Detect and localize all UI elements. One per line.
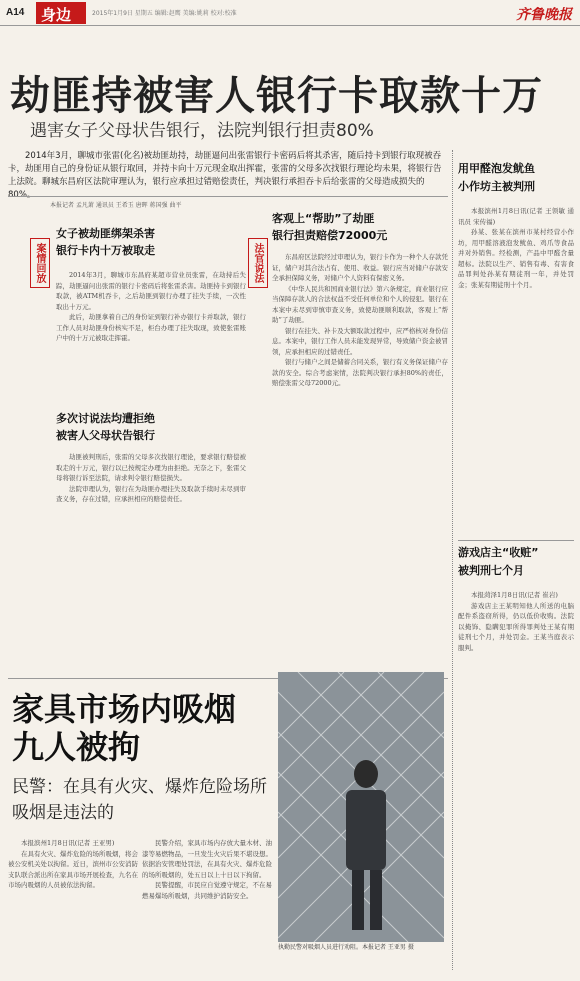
col2-headline: 客观上“帮助”了劫匪 银行担责赔偿72000元: [272, 212, 388, 242]
side1-body: 本报滨州1月8日讯(记者 王领敏 通讯员 宋传福) 孙某、张某在滨州市某村经营小作坊，用甲醛溶液泡发鱿鱼、鸡爪等食品并对外销售。经检测，产品中甲醛含量超标。法院以生产、销售有毒、有害食品罪判处孙某有期徒刑一年，并处罚金；张某有期徒刑十个月。: [458, 207, 574, 289]
col1-body-2: 劫匪被判刑后，张雷的父母多次找银行理论，要求银行赔偿被取走的十万元，银行以已按规定办理为由拒绝。无奈之下，张雷父母将银行诉至法院，请求判令银行赔偿损失。 法院审理认为，银行在为劫匪办理挂失及取款手续时未尽到审查义务，存在过错，应承担相应的赔偿责任。: [56, 453, 246, 503]
byline: 本报记者 孟凡萧 通讯员 王希玉 唐晖 蒋国强 曲平: [50, 202, 182, 209]
lead-paragraph: 2014年3月，聊城市张雷(化名)被劫匪劫持，劫匪逼问出张雷银行卡密码后将其杀害，随后持卡到银行取现被吞卡，劫匪用自己的身份证从银行取回，并持卡向十万元现金取出挥霍，张雷的父母多次找银行理论均未果，将银行告上法院。聊城东昌府区法院审理认为，银行应承担过错赔偿责任，判决银行承担吞卡后给张雷的父母造成损失的80%。: [8, 151, 442, 200]
block2-body-2: 民警介绍，家具市场内存放大量木材、油漆等易燃物品，一旦发生火灾后果不堪设想。依据治安管理处罚法，在具有火灾、爆炸危险的场所吸烟的，处五日以上十日以下拘留。 民警提醒，市民应自觉遵守规定，不在易燃易爆场所吸烟，共同维护消防安全。: [142, 839, 272, 900]
side-divider: [458, 540, 574, 541]
headline: 劫匪持被害人银行卡取款十万: [10, 73, 543, 119]
newspaper-logo: 齐鲁晚报: [516, 7, 572, 23]
side1-headline: 用甲醛泡发鱿鱼 小作坊主被判刑: [458, 162, 535, 193]
photo-caption: 执勤民警对吸烟人员进行劝阻。本报记者 王亚男 摄: [278, 944, 414, 951]
tab-judge: 法官说法: [248, 238, 268, 288]
divider: [8, 196, 448, 197]
header-meta: 2015年1月9日 星期五 编辑:赵鹰 美编:姚莉 校对:校准: [92, 10, 237, 17]
block2-headline: 家具市场内吸烟 九人被拘: [12, 690, 237, 766]
side2-headline: 游戏店主“收赃” 被判刑七个月: [458, 546, 539, 577]
tab-case: 案情回放: [30, 238, 50, 288]
section-label: 身边: [36, 2, 86, 24]
block2-body-1: 本报滨州1月8日讯(记者 王亚男) 在具有火灾、爆炸危险的场所吸烟，将会被公安机关处以拘留。近日，滨州市公安消防支队联合派出所在家具市场开展检查，九名在市场内吸烟的人员被依法拘留。: [8, 839, 138, 889]
col1-headline: 女子被劫匪绑架杀害 银行卡内十万被取走: [56, 227, 155, 257]
col1-body: 2014年3月，聊城市东昌府某超市营业员张雷，在劫持后失踪，劫匪逼问出张雷的银行卡密码后将张雷杀害。劫匪持卡到银行取款，被ATM机吞卡，之后劫匪到银行办理了挂失手续，一次性取出十万元。 此后，劫匪拿着自己的身份证到银行补办银行卡并取款，银行工作人员对劫匪身份核实不足，柜台办理了挂失取现，致使张雷账户中的十万元被取走挥霍。: [56, 271, 246, 342]
side2-body: 本报菏泽1月8日讯(记者 崔岩) 游戏店主王某明知他人所送的电脑配件系盗窃所得，仍以低价收购。法院以掩饰、隐瞒犯罪所得罪判处王某有期徒刑七个月，并处罚金。王某当庭表示服判。: [458, 591, 574, 652]
block2-subhead: 民警：在具有火灾、爆炸危险场所 吸烟是违法的: [12, 777, 267, 823]
page-header: [0, 0, 580, 26]
news-photo: [278, 672, 444, 942]
col2-body: 东昌府区法院经过审理认为，银行卡作为一种个人存款凭证，储户对其合法占有、使用、收益。银行应当对储户存款安全承担保障义务，对储户个人资料有保密义务。 《中华人民共和国商业银行法》第六条规定，商业银行应当保障存款人的合法权益不受任何单位和个人的侵犯。银行在本案中未尽到审慎审查义务，致使劫匪顺利取款，客观上“帮助”了劫匪。 银行在挂失、补卡及大额取款过程中，应严格核对身份信息。本案中，银行工作人员未能发现异常，导致储户资金被冒领，应承担相应的过错责任。 银行与储户之间是储蓄合同关系，银行有义务保证储户存款的安全。综合考虑案情，法院判决银行承担80%的责任，赔偿张雷父母72000元。: [272, 253, 448, 387]
col1-headline-2: 多次讨说法均遭拒绝 被害人父母状告银行: [56, 412, 155, 442]
column-rule: [452, 150, 453, 970]
page-number: A14: [6, 7, 25, 18]
subhead: 遇害女子父母状告银行，法院判银行担责80%: [30, 121, 374, 141]
